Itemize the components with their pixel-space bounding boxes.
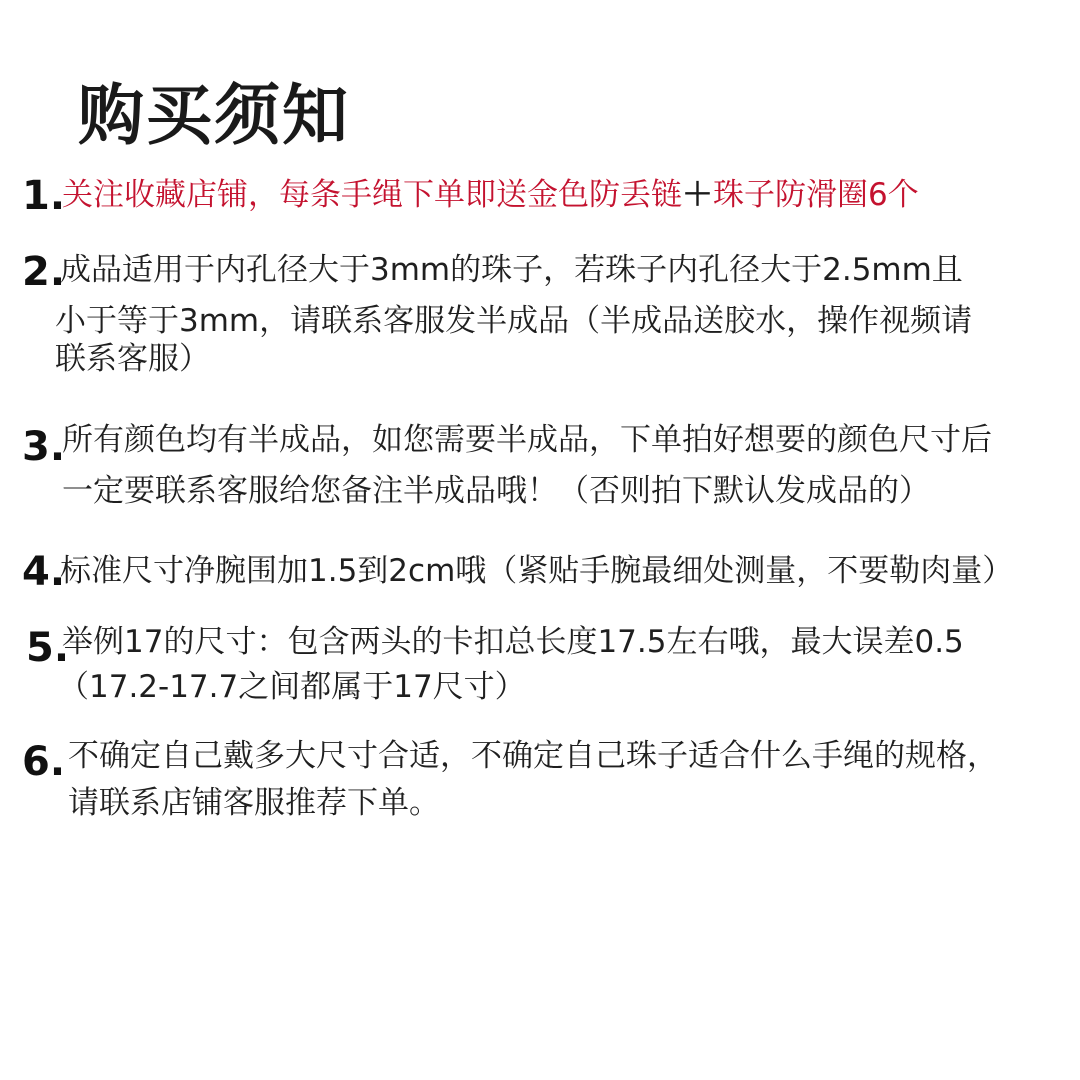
item-2-line-3: 联系客服） (55, 341, 210, 377)
page-title: 购买须知 (78, 77, 350, 154)
item-3-line-1: 所有颜色均有半成品，如您需要半成品，下单拍好想要的颜色尺寸后 (62, 422, 992, 458)
item-2-line-1: 成品适用于内孔径大于3mm的珠子，若珠子内孔径大于2.5mm且 (60, 252, 963, 288)
item-1-text-part2: 珠子防滑圈6个 (713, 177, 919, 213)
item-4-line-1: 标准尺寸净腕围加1.5到2cm哦（紧贴手腕最细处测量，不要勒肉量） (60, 553, 1014, 589)
item-5-line-2: （17.2-17.7之间都属于17尺寸） (58, 669, 526, 705)
item-6-line-1: 不确定自己戴多大尺寸合适，不确定自己珠子适合什么手绳的规格， (68, 738, 998, 774)
item-3-number: 3. (22, 424, 66, 470)
item-1-number: 1. (22, 173, 66, 219)
item-1-line-1 (62, 177, 919, 213)
item-1-text-part1: 关注收藏店铺，每条手绳下单即送金色防丢链 (62, 177, 682, 213)
item-3-line-2: 一定要联系客服给您备注半成品哦！（否则拍下默认发成品的） (62, 473, 930, 509)
plus-icon: ＋ (682, 177, 713, 213)
item-5-line-1: 举例17的尺寸：包含两头的卡扣总长度17.5左右哦，最大误差0.5 (62, 624, 964, 660)
item-2-number: 2. (22, 249, 66, 295)
item-6-number: 6. (22, 739, 66, 785)
item-2-line-2: 小于等于3mm，请联系客服发半成品（半成品送胶水，操作视频请 (55, 303, 973, 339)
item-4-number: 4. (22, 549, 66, 595)
item-5-number: 5. (26, 625, 70, 671)
item-6-line-2: 请联系店铺客服推荐下单。 (68, 785, 440, 821)
